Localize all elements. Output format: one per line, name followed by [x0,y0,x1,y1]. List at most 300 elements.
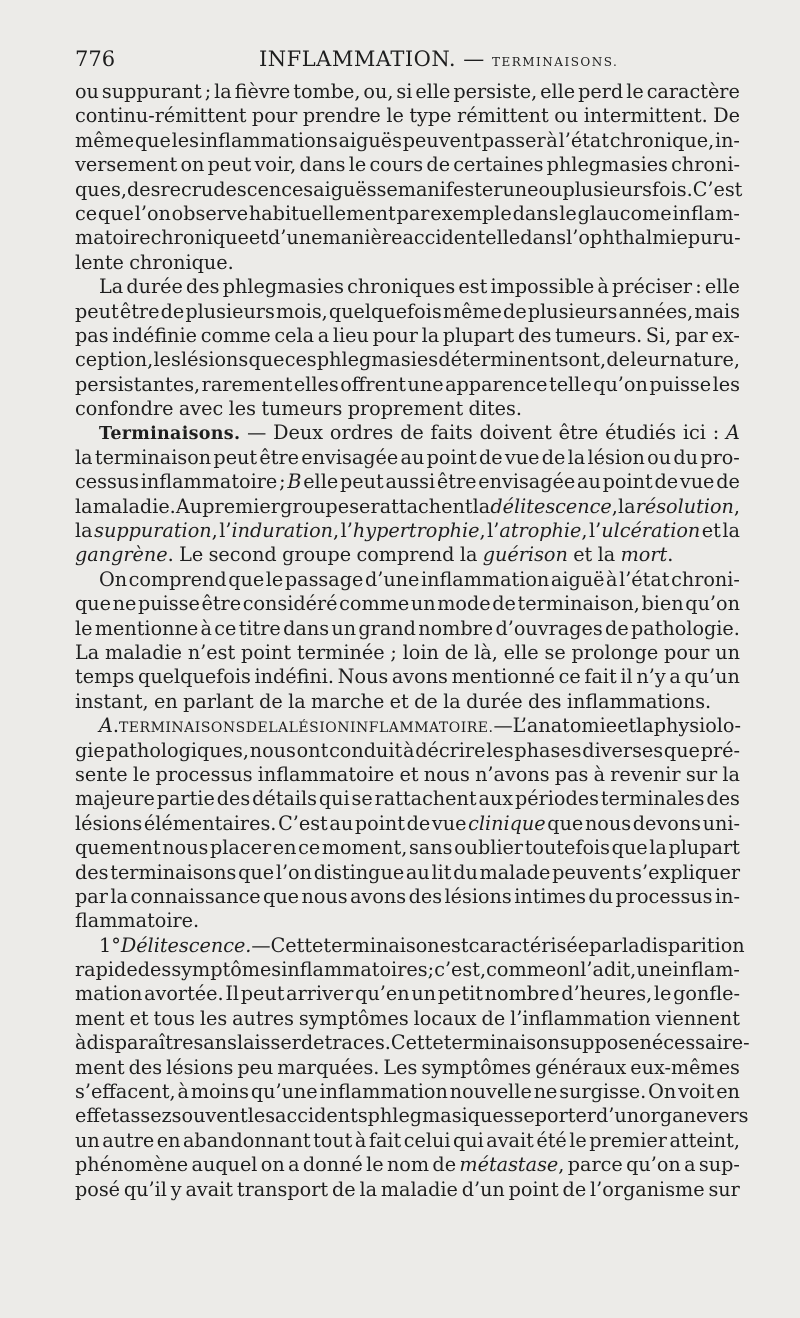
text-run: est [458,275,488,299]
word [277,1056,379,1080]
word [252,787,317,811]
text-run: être [558,421,599,445]
text-line [75,373,740,397]
text-run: de [432,1153,457,1177]
word [99,421,240,445]
text-run: Les [383,1055,418,1079]
text-line [75,275,740,299]
text-run: fait [368,1128,402,1152]
text-run: périodes [514,787,599,811]
word [75,739,105,763]
word [341,519,486,543]
text-run: préciser [612,275,693,299]
word [669,348,740,372]
text-run: sans [408,836,453,860]
text-run: — [493,714,513,738]
text-run: ; [279,470,286,494]
text-run: symptômes [298,1006,409,1030]
text-line [75,1007,740,1031]
text-run: fait [584,665,617,689]
text-run: parce [567,1153,623,1177]
paragraph [75,80,743,275]
text-run: y [170,1177,182,1201]
word [684,665,739,689]
text-run: de [406,811,431,835]
text-run: tombe, [293,80,361,103]
word [478,470,575,494]
word [542,446,566,470]
text-run: par [396,201,430,225]
text-run: à [606,567,618,591]
text-run: l’ophthalmie [566,226,688,250]
word [237,1031,301,1055]
word [479,446,503,470]
word [424,763,470,787]
text-run: versement [75,153,178,177]
text-run: ment [75,1055,125,1079]
word [355,812,405,836]
text-run: être [436,470,477,494]
text-run: observe [171,201,249,225]
word [126,275,183,299]
word [300,153,346,177]
word [528,690,562,714]
text-run: dans [512,201,559,225]
word [98,202,134,226]
text-run: effet [75,1104,120,1128]
word [135,202,171,226]
text-run: si [396,80,413,103]
text-run: A [99,714,113,738]
word [294,373,339,397]
text-line [75,714,740,738]
text-run: persistantes, [75,372,201,396]
word [555,763,589,787]
word [110,861,236,885]
text-line [75,1056,740,1080]
word [329,300,442,324]
word [172,1104,248,1128]
word [688,226,741,250]
text-run: ou [647,445,672,469]
word [618,495,636,519]
text-run: de [716,470,740,494]
text-run: ulcération [601,519,701,543]
text-run: un [410,592,436,616]
text-run: 1° [99,933,121,957]
word [285,568,364,592]
word [568,1153,623,1177]
text-run: terminales [600,787,705,811]
word [320,1080,448,1104]
word [201,324,271,348]
text-run: marquées. [277,1055,380,1079]
word [166,1056,233,1080]
word [201,617,212,641]
text-run: posé [75,1177,121,1201]
text-run: lésions [75,811,143,835]
word [605,421,676,445]
word [482,1007,506,1031]
word [317,348,438,372]
word [154,690,178,714]
text-run: fois. [651,177,693,201]
text-run: décrire [415,738,486,762]
word [652,178,693,202]
word [75,812,142,836]
text-run: des [128,1055,163,1079]
text-run: type [409,104,452,128]
text-run: une [502,177,539,201]
text-run: et [399,762,419,786]
text-run: nous [249,738,296,762]
text-run: — [251,933,271,957]
text-run: aiguë [550,567,605,591]
text-run: qui [452,1128,484,1152]
text-run: oublier [454,836,524,860]
text-run: là, [474,640,498,664]
word [601,787,705,811]
text-run: comme [200,323,271,347]
word [129,251,233,275]
word [138,592,200,616]
text-run: apparence [445,372,548,396]
word [339,129,402,153]
word [434,958,486,982]
word [99,275,123,299]
word [572,641,659,665]
text-run: les [171,128,199,152]
text-run: de [259,689,283,713]
text-run: grand [358,616,416,640]
text-run: en [154,689,178,713]
text-line [75,1080,740,1104]
text-run: chroniques [347,275,456,299]
text-run: proprement [347,397,464,421]
text-run: indéfinie [112,323,198,347]
text-run: petit [437,982,483,1006]
text-run: on [180,153,205,177]
text-run: n’avons [475,762,550,786]
text-run: la [359,1177,378,1201]
text-line [75,617,740,641]
word [75,1178,120,1202]
word [241,641,291,665]
text-run: organe [639,1104,708,1128]
text-run: du [453,860,478,884]
word [566,226,688,250]
word [130,1007,149,1031]
text-run: de [654,470,679,494]
word [258,763,395,787]
text-run: des [706,787,740,811]
word [631,617,740,641]
word [702,519,721,543]
text-run: mentionne [94,616,199,640]
word [589,934,622,958]
word [610,763,680,787]
word [606,568,617,592]
word [99,934,121,958]
word [578,80,623,104]
text-run: plusieurs [527,299,618,323]
word [201,592,241,616]
word [482,129,546,153]
text-line [75,909,740,933]
word [383,1056,417,1080]
word [375,787,477,811]
word [473,495,491,519]
word [205,80,211,104]
text-run: d’ouvrages [495,616,603,640]
word [486,958,556,982]
text-line [75,641,740,665]
text-run: été [536,1128,567,1152]
word [75,982,142,1006]
text-run: la [617,494,636,518]
text-run: terminée [296,640,385,664]
running-title-main: INFLAMMATION. — [259,47,485,71]
text-run: ou [538,177,563,201]
text-run: : [695,275,702,299]
text-run: un [331,616,357,640]
text-run: caractérisée [468,933,590,957]
text-run: la [421,323,440,347]
word [303,104,381,128]
word [585,812,631,836]
paragraph [75,568,740,714]
word [701,739,740,763]
word [162,836,208,860]
text-run: in- [714,128,740,152]
word [75,397,173,421]
word [202,373,293,397]
text-run: parlant [183,689,254,713]
text-run: quelquefois [138,665,251,689]
text-run: de [160,299,185,323]
text-run: l’ [487,519,500,543]
word [588,885,613,909]
word [75,690,149,714]
text-line [75,592,740,616]
text-run: manifester [397,177,503,201]
word [626,80,644,104]
word [589,519,700,543]
word [172,202,248,226]
word [75,324,109,348]
word [562,178,652,202]
text-run: phlegmasies [222,275,344,299]
text-run: phlegmasiques [367,1104,514,1128]
word [75,1031,86,1055]
word [303,1153,363,1177]
text-run: une [636,958,673,982]
text-run: point [241,640,292,664]
word [228,568,264,592]
subsection-heading: LÉSION [288,720,350,737]
word [626,1153,681,1177]
word [248,348,284,372]
word [239,617,281,641]
text-run: le [559,201,577,225]
text-run: prolonge [571,640,659,664]
word [669,665,680,689]
word [172,129,199,153]
word [703,812,740,836]
word [75,348,153,372]
text-run: de [444,640,469,664]
text-run: le [569,1128,587,1152]
word [75,1104,119,1128]
text-run: des [137,958,172,982]
word [672,202,739,226]
text-run: élémentaires. [143,811,277,835]
text-run: peu [237,1055,274,1079]
word [377,178,398,202]
text-run: ont [296,738,329,762]
word [385,470,435,494]
word [223,275,344,299]
word [238,861,274,885]
text-run: se [513,1104,535,1128]
word [428,958,434,982]
word [254,665,334,689]
text-run: de [426,153,451,177]
text-run: manière [322,226,403,250]
word [124,1178,167,1202]
text-run: de [331,1177,356,1201]
text-run: par [674,323,708,347]
text-run: les [712,372,740,396]
text-run: la [443,689,461,713]
text-run: ; [427,958,435,982]
text-run: Cette [390,1031,444,1055]
word [280,495,349,519]
word [536,1129,566,1153]
word [671,568,740,592]
text-run: pathologie. [630,616,740,640]
word [610,129,714,153]
text-run: malade [479,860,551,884]
word [135,129,171,153]
text-run: la [472,494,491,518]
word [678,1080,714,1104]
word [618,300,693,324]
word [528,300,618,324]
text-line [75,1104,749,1128]
text-run: des [216,787,251,811]
subsection-heading: DE [245,720,269,737]
word [490,275,594,299]
word [705,275,740,299]
word [535,1104,596,1128]
word [552,861,630,885]
running-title-sub: TERMINAISONS. [491,55,619,69]
text-run: avons [391,665,448,689]
text-run: suppose [559,1031,640,1055]
word [75,1007,125,1031]
text-run: autres [232,1006,294,1030]
text-run: qu’en [355,982,410,1006]
text-line [75,958,740,982]
text-run: que [238,860,275,884]
text-run: à [177,1080,189,1104]
text-run: un [75,1128,100,1152]
word [250,739,296,763]
word [486,739,513,763]
text-run: les [247,1104,276,1128]
text-run: n’y [636,665,666,689]
text-run: l’inflammation [510,1006,651,1030]
word [386,104,404,128]
text-run: chronique. [129,250,234,274]
word [235,80,291,104]
text-run: résolution [635,494,734,518]
text-run: persiste, [453,80,538,103]
word [722,763,740,787]
text-run: à [200,616,212,640]
text-run: sont, [558,348,607,372]
word [422,324,440,348]
word [373,324,418,348]
word [75,129,134,153]
word [352,787,373,811]
word [129,1056,163,1080]
word [273,836,297,860]
text-run: a [684,1153,696,1177]
text-run: La [99,275,124,299]
text-run: laisser [236,1031,301,1055]
text-run: quement [75,836,161,860]
word [518,324,552,348]
word [322,226,402,250]
text-run: les [228,397,256,421]
text-run: en [272,836,297,860]
word [502,178,538,202]
word [283,617,329,641]
word [534,1080,558,1104]
word [303,470,338,494]
text-run: toutefois [524,836,611,860]
text-run: conduit [329,738,403,762]
word [369,1129,401,1153]
text-run: durée [126,275,183,299]
text-run: pas [75,323,109,347]
text-line [75,421,740,445]
text-run: durée [466,689,523,713]
text-run: et [617,714,637,738]
word [418,617,493,641]
word [590,1178,705,1202]
text-run: connaissance [130,884,261,908]
text-line [75,153,740,177]
text-run: ex- [711,323,740,347]
word [647,446,671,470]
text-run: lésions [444,884,512,908]
text-run: disparaître [86,1031,194,1055]
text-run: comprend [356,543,455,567]
text-run: inflammation [420,567,550,591]
word [75,1080,176,1104]
text-run: B [287,470,302,494]
text-line [75,861,740,885]
text-run: , [611,494,618,518]
text-run: Si, [645,323,672,347]
word [252,104,297,128]
word [715,885,740,909]
text-run: symptômes [421,1055,532,1079]
word [301,885,347,909]
